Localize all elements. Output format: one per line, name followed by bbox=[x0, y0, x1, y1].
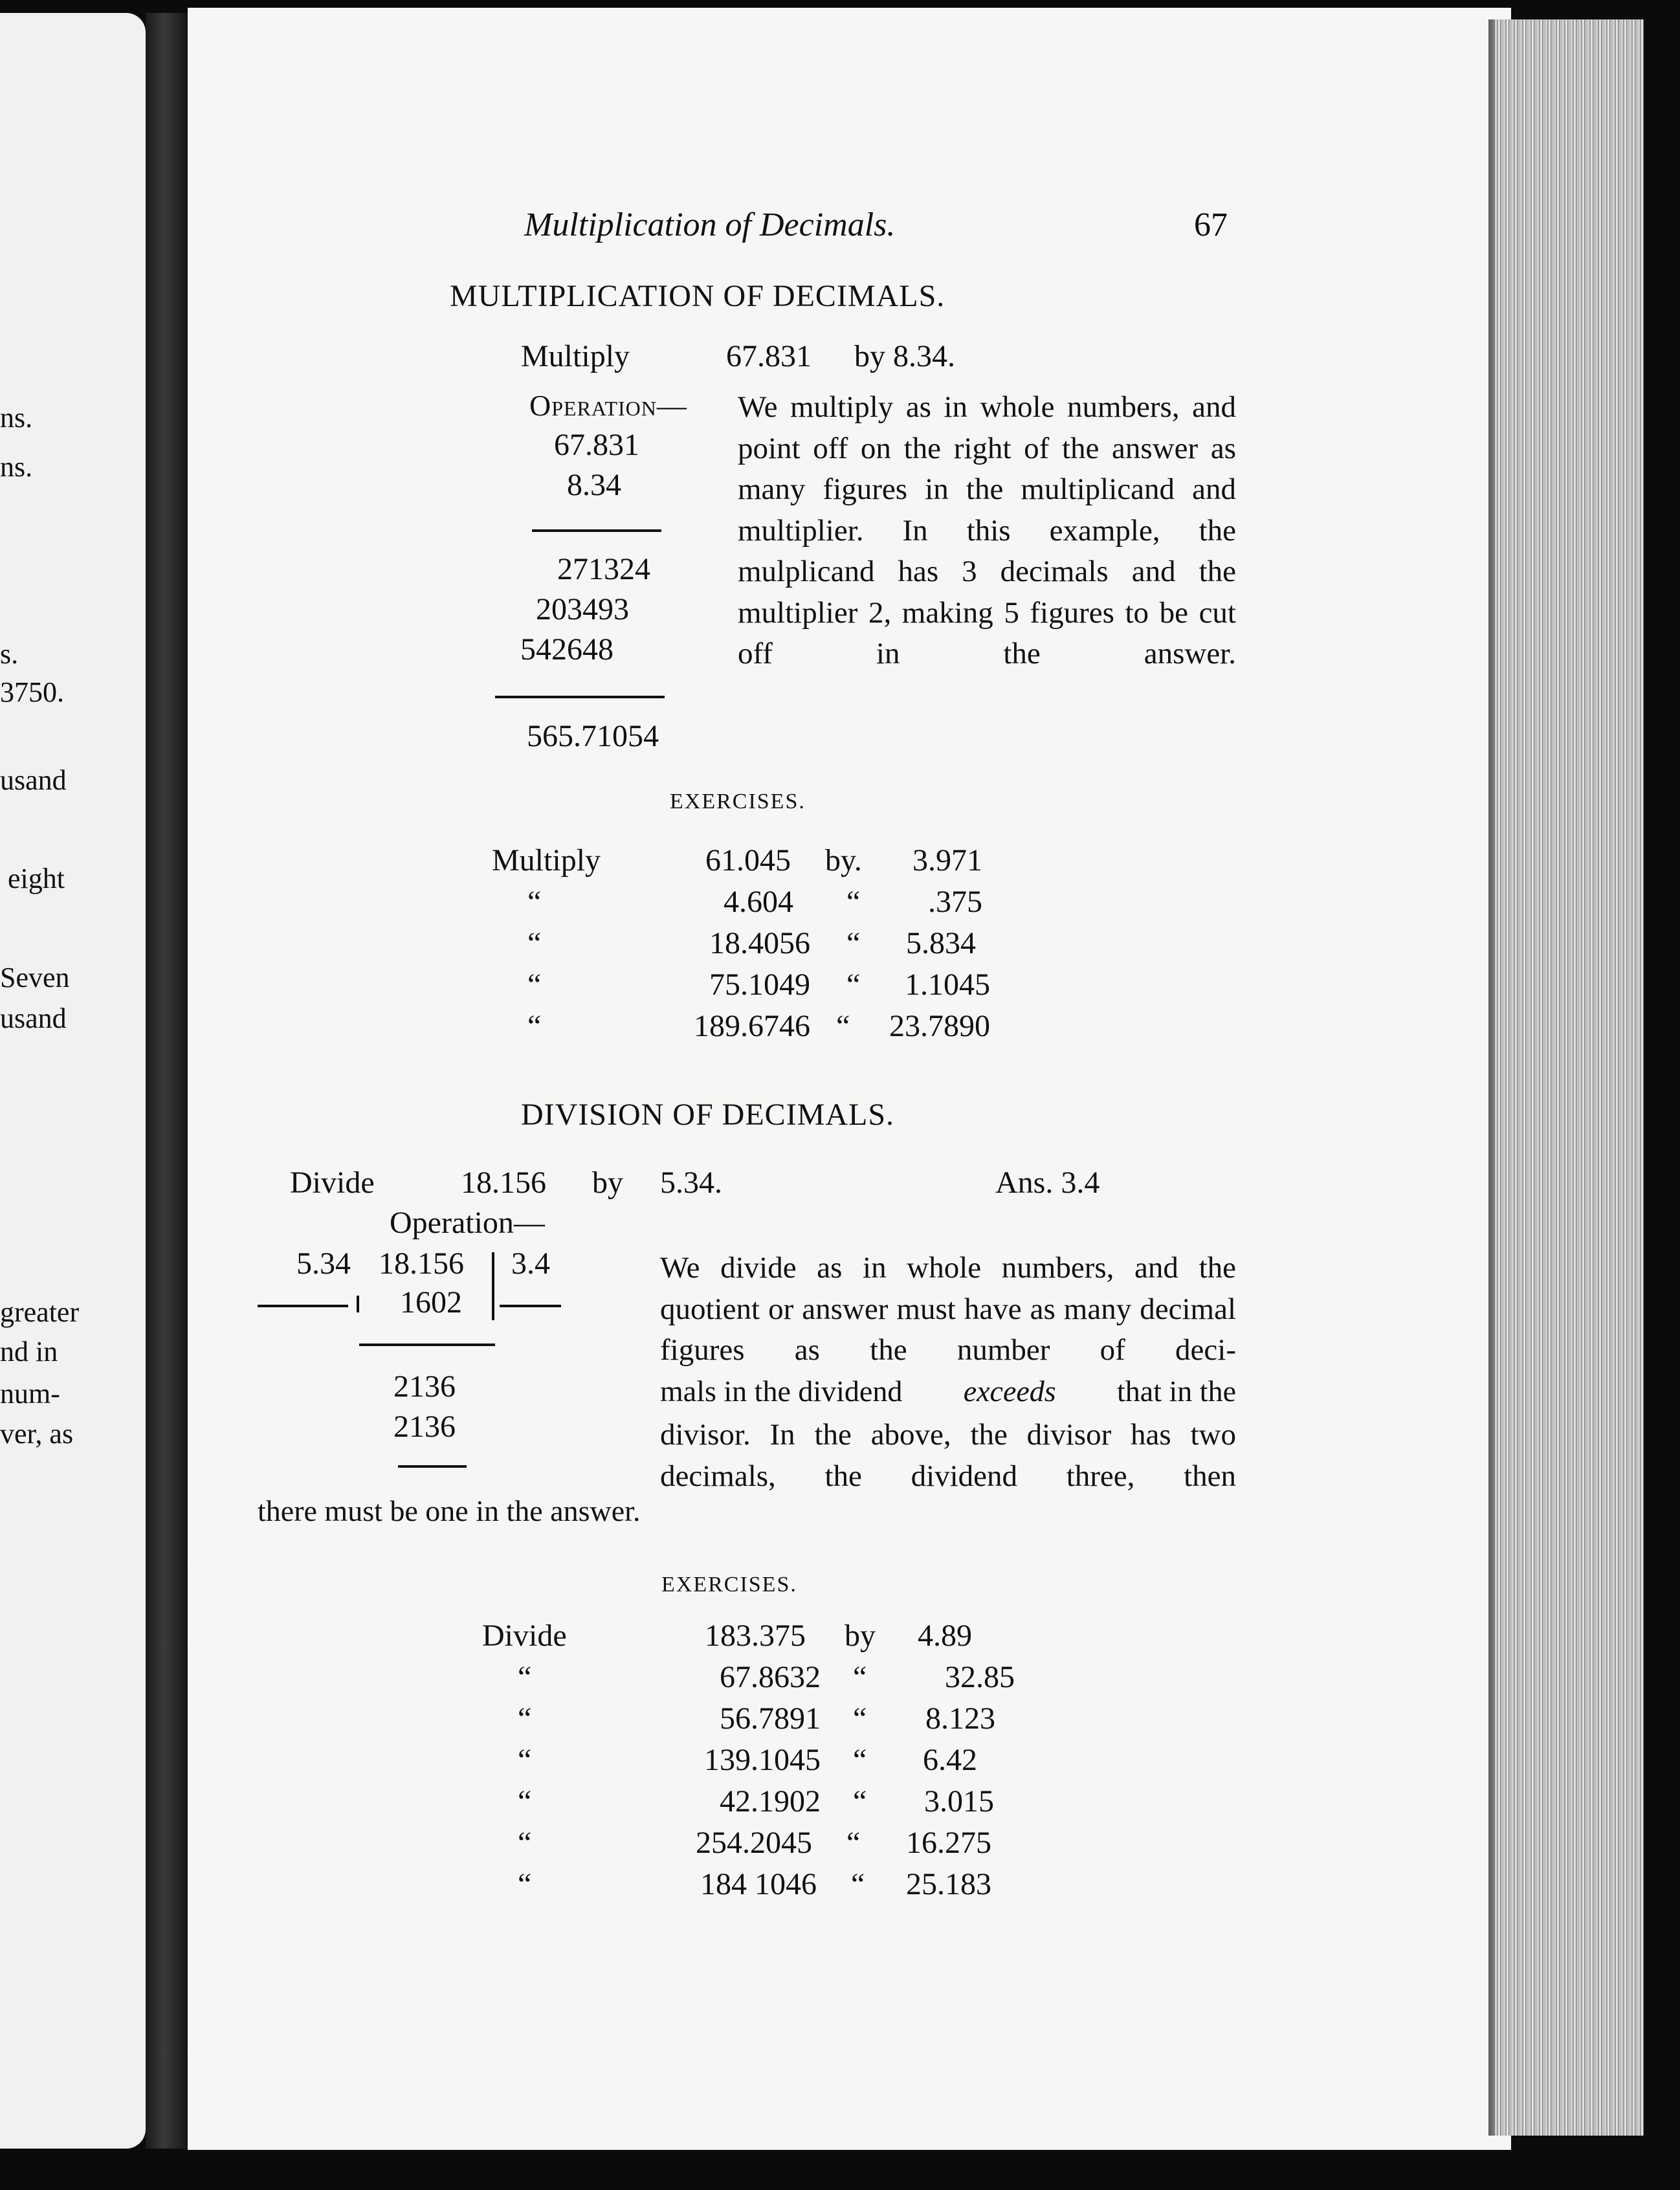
division-dividend: 18.156 bbox=[379, 1246, 464, 1281]
operation-line: 203493 bbox=[536, 592, 629, 626]
exercise-divisor: 25.183 bbox=[906, 1867, 991, 1901]
left-fragment: usand bbox=[0, 1002, 67, 1034]
division-remainder: 2136 bbox=[393, 1369, 456, 1404]
exercise-divisor: 8.123 bbox=[925, 1701, 995, 1736]
exercise-divisor: 16.275 bbox=[906, 1826, 991, 1860]
exercise-divisor: 4.89 bbox=[918, 1619, 972, 1653]
left-fragment: num- bbox=[0, 1378, 60, 1410]
division-rule-quotient bbox=[500, 1305, 561, 1307]
multiplication-explanation: We multiply as in whole numbers, and point off on the right of the answer as many figures in the multiplicand and multiplier. In this example, the mulplicand has 3 decimals and the multiplier 2, making 5 figures to be cut off in the answer. bbox=[738, 390, 1236, 670]
multiply-operand: 67.831 bbox=[726, 339, 812, 373]
multiplication-heading: MULTIPLICATION OF DECIMALS. bbox=[450, 279, 945, 313]
operation-label: Operation— bbox=[529, 389, 687, 422]
operation-rule bbox=[532, 529, 661, 532]
operation-line: 271324 bbox=[557, 552, 650, 586]
division-answer: Ans. 3.4 bbox=[995, 1166, 1100, 1200]
exercise-verb: “ bbox=[518, 1701, 532, 1736]
exercise-divisor: 3.015 bbox=[924, 1784, 994, 1819]
divide-by: by bbox=[592, 1166, 623, 1200]
exercise-verb: “ bbox=[518, 1867, 532, 1901]
left-fragment: greater bbox=[0, 1296, 80, 1328]
left-fragment: s. bbox=[0, 638, 19, 670]
division-quotient-bar bbox=[492, 1252, 494, 1320]
exercise-verb: “ bbox=[527, 926, 542, 960]
divide-operand: 18.156 bbox=[461, 1166, 546, 1200]
running-head-title: Multiplication of Decimals. bbox=[524, 206, 896, 243]
division-operation-label: Operation— bbox=[390, 1206, 545, 1240]
division-heading: DIVISION OF DECIMALS. bbox=[521, 1098, 895, 1132]
division-explanation: divisor. In the above, the divisor has two decimals, the dividend three, then bbox=[660, 1418, 1236, 1493]
exercise-by: “ bbox=[836, 1009, 850, 1043]
division-rule-divisor bbox=[258, 1305, 348, 1307]
exercise-verb: “ bbox=[527, 885, 542, 919]
exercise-operand: 139.1045 bbox=[704, 1743, 821, 1777]
operation-result: 565.71054 bbox=[527, 719, 659, 753]
division-partial-product: 1602 bbox=[400, 1285, 462, 1320]
exercise-by: “ bbox=[846, 926, 861, 960]
exercise-by: “ bbox=[851, 1867, 865, 1901]
exercise-by: “ bbox=[853, 1784, 867, 1819]
left-fragment: eight bbox=[8, 863, 65, 894]
division-divisor: 5.34 bbox=[296, 1246, 351, 1281]
exercise-by: “ bbox=[846, 968, 861, 1002]
division-quotient: 3.4 bbox=[511, 1246, 550, 1281]
exercise-verb: “ bbox=[518, 1660, 532, 1694]
division-rule bbox=[359, 1344, 495, 1346]
exercises-heading: EXERCISES. bbox=[670, 790, 806, 813]
exercise-multiplier: 1.1045 bbox=[905, 968, 990, 1002]
exercise-operand: 67.8632 bbox=[720, 1660, 821, 1694]
left-page bbox=[0, 13, 146, 2149]
division-explanation-emphasis: exceeds bbox=[963, 1375, 1056, 1408]
divide-divisor: 5.34. bbox=[660, 1166, 722, 1200]
left-fragment: ns. bbox=[0, 451, 33, 483]
left-fragment: ver, as bbox=[0, 1418, 74, 1450]
left-fragment: Seven bbox=[0, 962, 70, 993]
exercise-operand: 75.1049 bbox=[709, 968, 810, 1002]
exercise-by: “ bbox=[853, 1743, 867, 1777]
left-fragment: ns. bbox=[0, 402, 33, 434]
exercise-multiplier: 3.971 bbox=[912, 843, 982, 878]
exercise-verb: Divide bbox=[482, 1619, 567, 1653]
exercise-by: “ bbox=[846, 885, 861, 919]
exercise-operand: 61.045 bbox=[705, 843, 791, 878]
operation-line: 67.831 bbox=[554, 428, 639, 462]
exercise-multiplier: 5.834 bbox=[906, 926, 976, 960]
division-explanation: We divide as in whole numbers, and the quotient or answer must have as many decimal figures as the number of deci- bbox=[660, 1251, 1236, 1367]
exercise-verb: “ bbox=[518, 1826, 532, 1860]
division-explanation-line bbox=[660, 1374, 1236, 1408]
exercise-operand: 56.7891 bbox=[720, 1701, 821, 1736]
exercise-divisor: 32.85 bbox=[945, 1660, 1015, 1694]
exercise-verb: “ bbox=[527, 1009, 542, 1043]
division-explanation-last: there must be one in the answer. bbox=[258, 1494, 641, 1527]
division-tick bbox=[357, 1296, 359, 1312]
multiply-verb: Multiply bbox=[521, 339, 630, 373]
left-fragment: 3750. bbox=[0, 676, 64, 708]
left-fragment: usand bbox=[0, 764, 67, 796]
exercise-divisor: 6.42 bbox=[923, 1743, 977, 1777]
exercise-by: by bbox=[845, 1619, 876, 1653]
operation-rule bbox=[495, 696, 665, 698]
operation-line: 8.34 bbox=[567, 468, 621, 502]
exercise-by: “ bbox=[853, 1660, 867, 1694]
exercise-operand: 184 1046 bbox=[700, 1867, 817, 1901]
exercise-operand: 18.4056 bbox=[709, 926, 810, 960]
division-remainder: 2136 bbox=[393, 1410, 456, 1444]
page-number: 67 bbox=[1194, 206, 1228, 243]
division-explanation-text: that in the bbox=[1117, 1375, 1236, 1408]
exercise-verb: Multiply bbox=[492, 843, 601, 878]
division-rule-final bbox=[398, 1465, 467, 1468]
exercise-operand: 189.6746 bbox=[694, 1009, 810, 1043]
exercise-operand: 4.604 bbox=[724, 885, 793, 919]
operation-line: 542648 bbox=[520, 632, 613, 667]
book-gutter bbox=[146, 13, 191, 2149]
division-exercises-heading: EXERCISES. bbox=[661, 1573, 797, 1597]
page-edges bbox=[1495, 19, 1644, 2136]
left-fragment: nd in bbox=[0, 1336, 58, 1367]
divide-verb: Divide bbox=[290, 1166, 375, 1200]
exercise-verb: “ bbox=[527, 968, 542, 1002]
exercise-verb: “ bbox=[518, 1784, 532, 1819]
division-explanation-text: mals in the dividend bbox=[660, 1375, 903, 1408]
multiply-by: by 8.34. bbox=[854, 339, 955, 373]
exercise-multiplier: .375 bbox=[928, 885, 982, 919]
exercise-operand: 254.2045 bbox=[696, 1826, 812, 1860]
exercise-operand: 183.375 bbox=[705, 1619, 806, 1653]
exercise-operand: 42.1902 bbox=[720, 1784, 821, 1819]
exercise-multiplier: 23.7890 bbox=[889, 1009, 990, 1043]
exercise-by: “ bbox=[853, 1701, 867, 1736]
exercise-by: by. bbox=[825, 843, 862, 878]
exercise-by: “ bbox=[846, 1826, 861, 1860]
exercise-verb: “ bbox=[518, 1743, 532, 1777]
